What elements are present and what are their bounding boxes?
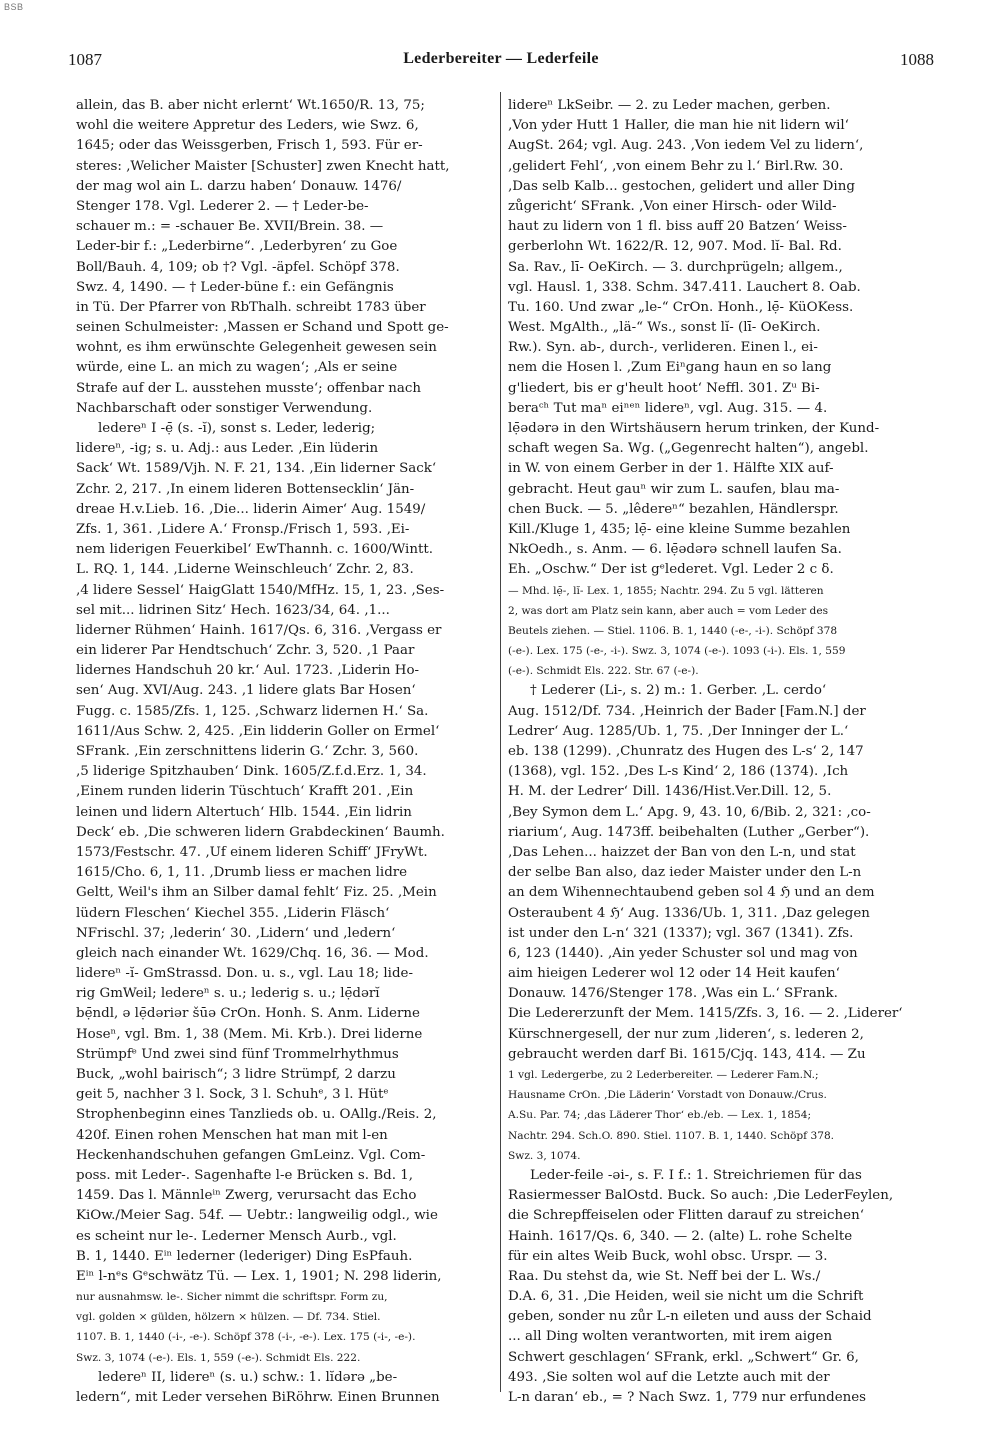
text-line: Osteraubent 4 ℌ‘ Aug. 1336/Ub. 1, 311. ‚Daz gelegen: [508, 905, 870, 921]
text-line: ledern“, mit Leder versehen BiRöhrw. Einen Brunnen: [76, 1390, 440, 1405]
text-line: — Mhd. lẹ̄-, lĭ- Lex. 1, 1855; Nachtr. 294. Zu 5 vgl. lätteren: [508, 584, 824, 597]
text-line: ‚4 lidere Sessel‘ HaigGlatt 1540/MfHz. 15, 1, 23. ‚Ses-: [76, 582, 445, 598]
text-line: haut zu lidern von 1 fl. biss auff 20 Batzen‘ Weiss-: [508, 219, 847, 235]
text-line: eb. 138 (1299). ‚Chunratz des Hugen des L-s‘ 2, 147: [508, 744, 864, 759]
text-line: Kürschnergesell, der nur zum ‚lideren‘, s. lederen 2,: [508, 1026, 864, 1042]
text-line: ledereⁿ I -ẹ̄ (s. -ĭ), sonst s. Leder, lederig;: [98, 421, 376, 436]
text-line: Strophenbeginn eines Tanzlieds ob. u. OAllg./Reis. 2,: [76, 1107, 437, 1123]
text-line: Kill./Kluge 1, 435; lẹ̄- eine kleine Summe bezahlen: [508, 521, 851, 537]
text-line: ... all Ding wolten verantworten, mit irem aigen: [508, 1329, 833, 1345]
text-line: Beutels ziehen. — Stiel. 1106. B. 1, 1440 (-e-, -i-). Schöpf 378: [508, 624, 838, 637]
text-line: es scheint nur le-. Lederner Mensch Aurb., vgl.: [76, 1228, 397, 1244]
text-line: ist under den L-n‘ 321 (1337); vgl. 367 (1341). Zfs.: [508, 925, 854, 941]
text-line: beraᶜʰ Tut maⁿ eiⁿᵉⁿ lidereⁿ, vgl. Aug. 315. — 4.: [508, 400, 828, 416]
text-line: Heckenhandschuhen gefangen GmLeinz. Vgl. Com-: [76, 1147, 426, 1163]
text-line: 1611/Aus Schw. 2, 425. ‚Ein lidderin Goller on Ermel‘: [76, 723, 440, 739]
text-line: Tu. 160. Und zwar „le-“ CrOn. Honh., lẹ̄- KüOKess.: [508, 299, 854, 315]
text-line: lidereⁿ LkSeibr. — 2. zu Leder machen, gerben.: [508, 98, 831, 113]
text-line: Eh. „Oschw.“ Der ist gᵉlederet. Vgl. Leder 2 c δ.: [508, 562, 834, 578]
text-line: nem die Hosen l. ‚Zum Eiⁿgang haun en so lang: [508, 360, 832, 376]
text-line: Aug. 1512/Df. 734. ‚Heinrich der Bader [Fam.N.] der: [508, 703, 866, 719]
text-line: B. 1, 1440. Eⁱⁿ lederner (lederiger) Ding EsPfauh.: [76, 1248, 413, 1264]
text-line: Hoseⁿ, vgl. Bm. 1, 38 (Mem. Mi. Krb.). Drei liderne: [76, 1026, 423, 1042]
text-line: Rw.). Syn. ab-, durch-, verlideren. Einen l., ei-: [508, 340, 818, 356]
text-line: würde, eine L. an mich zu wagen‘; ‚Als er seine: [76, 360, 398, 376]
text-line: Zchr. 2, 217. ‚In einem lideren Bottensecklin‘ Jän-: [76, 481, 415, 497]
text-line: Buck, „wohl bairisch“; 3 lidre Strümpf, 2 darzu: [76, 1067, 396, 1082]
text-line: riarium‘, Aug. 1473ff. beibehalten (Luther „Gerber“).: [508, 824, 870, 840]
text-line: der selbe Ban also, daz ieder Maister under den L-n: [508, 865, 862, 881]
text-line: lẹ̄ədərə in den Wirtshäusern herum trinken, der Kund-: [508, 421, 880, 436]
text-line: KiOw./Meier Sag. 54f. — Uebtr.: langweilig odgl., wie: [76, 1208, 438, 1224]
left-column: [76, 96, 500, 1408]
text-line: sel mit... lidrinen Sitz‘ Hech. 1623/34, 64. ‚1...: [76, 602, 390, 618]
text-line: 2, was dort am Platz sein kann, aber auch = vom Leder des: [508, 604, 829, 617]
text-line: ‚Einem runden liderin Tüschtuch‘ Krafft 201. ‚Ein: [76, 784, 414, 800]
text-line: Eⁱⁿ l-nᵉs Gᵉschwätz Tü. — Lex. 1, 1901; N. 298 liderin,: [76, 1268, 442, 1284]
text-line: allein, das B. aber nicht erlernt‘ Wt.1650/R. 13, 75;: [76, 98, 425, 113]
text-line: lüdern Fleschen‘ Kiechel 355. ‚Liderin Fläsch‘: [76, 905, 390, 921]
text-line: (-e-). Schmidt Els. 222. Str. 67 (-e-).: [508, 665, 699, 678]
text-line: in W. von einem Gerber in der 1. Hälfte XIX auf-: [508, 461, 834, 477]
text-line: geit 5, nachher 3 l. Sock, 3 l. Schuhᵉ, 3 l. Hütᵉ: [76, 1087, 389, 1103]
text-line: Swz. 4, 1490. — † Leder-büne f.: ein Gefängnis: [76, 279, 394, 295]
right-column: [508, 96, 932, 1408]
text-line: leinen und lidern Altertuch‘ Hlb. 1544. ‚Ein lidrin: [76, 804, 412, 820]
column-divider: [500, 92, 501, 1392]
text-line: seinen Schulmeister: ‚Massen er Schand und Spott ge-: [76, 320, 449, 336]
text-line: gebraucht werden darf Bi. 1615/Cjq. 143, 414. — Zu: [508, 1046, 866, 1062]
text-line: Strümpfᵉ Und zwei sind fünf Trommelrhythmus: [76, 1046, 399, 1062]
text-line: poss. mit Leder-. Sagenhafte l-e Brücken s. Bd. 1,: [76, 1167, 414, 1183]
text-line: 420f. Einen rohen Menschen hat man mit l-en: [76, 1127, 388, 1143]
library-stamp: BSB: [4, 2, 24, 12]
text-line: nem liderigen Feuerkibel‘ EwThannh. c. 1600/Wintt.: [76, 542, 433, 558]
text-line: Leder-feile -əi-, s. F. I f.: 1. Streichriemen für das: [530, 1167, 862, 1183]
text-line: 1645; oder das Weissgerben, Frisch 1, 593. Für er-: [76, 138, 423, 154]
text-line: D.A. 6, 31. ‚Die Heiden, weil sie nicht um die Schrift: [508, 1289, 864, 1305]
text-line: Ledrer‘ Aug. 1285/Ub. 1, 75. ‚Der Inninger der L.‘: [508, 723, 849, 739]
text-line: liderner Rühmen‘ Hainh. 1617/Qs. 6, 316. ‚Vergass er: [76, 622, 442, 638]
text-line: lidereⁿ -ĭ- GmStrassd. Don. u. s., vgl. Lau 18; lide-: [76, 966, 413, 982]
text-line: lidernes Handschuh 20 kr.‘ Aul. 1723. ‚Liderin Ho-: [76, 663, 420, 679]
text-line: g'liedert, bis er g'heult hoot‘ Neffl. 301. Zᵘ Bi-: [508, 380, 820, 396]
text-line: wohnt, es ihm erwünschte Gelegenheit gewesen sein: [76, 340, 437, 356]
text-line: vgl. golden × gülden, hölzern × hülzen. — Df. 734. Stiel.: [76, 1311, 381, 1324]
text-line: 6, 123 (1440). ‚Ain yeder Schuster sol und mag von: [508, 945, 858, 961]
text-line: sen‘ Aug. XVI/Aug. 243. ‚1 lidere glats Bar Hosen‘: [76, 683, 416, 699]
text-line: dreae H.v.Lieb. 16. ‚Die... liderin Aimer‘ Aug. 1549/: [76, 501, 426, 517]
page-header: [68, 50, 934, 74]
text-line: bẹ̄ndl, ə lẹ̄dəriər šūə CrOn. Honh. S. Anm. Liderne: [76, 1006, 420, 1022]
text-line: rig GmWeil; ledereⁿ s. u.; lederig s. u.; lẹ̄dərĭ: [76, 986, 380, 1002]
text-line: NFrischl. 37; ‚lederin‘ 30. ‚Lidern‘ und ‚ledern‘: [76, 925, 396, 941]
text-line: Nachtr. 294. Sch.O. 890. Stiel. 1107. B. 1, 1440. Schöpf 378.: [508, 1129, 835, 1142]
text-line: der mag wol ain L. darzu haben‘ Donauw. 1476/: [76, 178, 402, 194]
text-line: Swz. 3, 1074 (-e-). Els. 1, 559 (-e-). Schmidt Els. 222.: [76, 1351, 361, 1364]
text-line: SFrank. ‚Ein zerschnittens liderin G.‘ Zchr. 3, 560.: [76, 744, 419, 759]
text-line: NkOedh., s. Anm. — 6. lẹ̄ədərə schnell laufen Sa.: [508, 542, 842, 558]
text-line: L. RQ. 1, 144. ‚Liderne Weinschleuch‘ Zchr. 2, 83.: [76, 562, 414, 578]
text-line: für ein altes Weib Buck, wohl obsc. Urspr. — 3.: [508, 1248, 828, 1264]
text-line: 1107. B. 1, 1440 (-i-, -e-). Schöpf 378 (-i-, -e-). Lex. 175 (-i-, -e-).: [76, 1331, 416, 1344]
text-line: gerberlohn Wt. 1622/R. 12, 907. Mod. lĭ- Bal. Rd.: [508, 239, 842, 255]
text-line: Schwert geschlagen‘ SFrank, erkl. „Schwert“ Gr. 6,: [508, 1349, 859, 1365]
text-line: steres: ‚Welicher Maister [Schuster] zwen Knecht hatt,: [76, 158, 450, 174]
right-page-number: 1088: [900, 50, 934, 69]
text-line: zůgericht‘ SFrank. ‚Von einer Hirsch- oder Wild-: [508, 198, 837, 214]
text-line: West. MgAlth., „lä-“ Ws., sonst lĭ- (lī- OeKirch.: [508, 320, 821, 336]
text-line: geben, sonder nu zůr L-n eileten und auss der Schaid: [508, 1309, 872, 1325]
text-line: vgl. Hausl. 1, 338. Schm. 347.411. Lauchert 8. Oab.: [508, 279, 861, 295]
text-line: 493. ‚Sie solten wol auf die Letzte auch mit der: [508, 1369, 830, 1385]
text-line: Hausname CrOn. ‚Die Läderin‘ Vorstadt von Donauw./Crus.: [508, 1089, 827, 1102]
text-line: ein liderer Par Hendtschuch‘ Zchr. 3, 520. ‚1 Paar: [76, 643, 415, 659]
text-line: Hainh. 1617/Qs. 6, 340. — 2. (alte) L. rohe Schelte: [508, 1228, 853, 1244]
left-page-number: 1087: [68, 50, 102, 69]
text-line: Rasiermesser BalOstd. Buck. So auch: ‚Die LederFeylen,: [508, 1188, 894, 1204]
text-line: (1368), vgl. 152. ‚Des L-s Kind‘ 2, 186 (1374). ‚Ich: [508, 764, 849, 780]
text-line: Zfs. 1, 361. ‚Lidere A.‘ Fronsp./Frisch 1, 593. ‚Ei-: [76, 521, 410, 537]
text-line: Leder-bir f.: „Lederbirne“. ‚Lederbyren‘ zu Goe: [76, 239, 398, 255]
text-line: in Tü. Der Pfarrer von RbThalh. schreibt 1783 über: [76, 299, 426, 315]
text-line: ‚5 liderige Spitzhauben‘ Dink. 1605/Z.f.d.Erz. 1, 34.: [76, 764, 427, 780]
text-line: wohl die weitere Appretur des Leders, wie Swz. 6,: [76, 118, 419, 134]
text-line: L-n daran‘ eb., = ? Nach Swz. 1, 779 nur erfundenes: [508, 1390, 867, 1405]
text-line: 1 vgl. Ledergerbe, zu 2 Lederbereiter. — Lederer Fam.N.;: [508, 1069, 819, 1081]
text-line: Sa. Rav., lī- OeKirch. — 3. durchprügeln; allgem.,: [508, 259, 843, 275]
text-line: † Lederer (Li-, s. 2) m.: 1. Gerber. ‚L. cerdo‘: [530, 683, 827, 699]
text-line: ‚Bey Symon dem L.‘ Apg. 9, 43. 10, 6/Bib. 2, 321: ‚co-: [508, 804, 871, 820]
text-line: 1615/Cho. 6, 1, 11. ‚Drumb liess er machen lidre: [76, 865, 408, 881]
text-line: A.Su. Par. 74; ‚das Läderer Thor‘ eb./eb. — Lex. 1, 1854;: [508, 1109, 812, 1122]
text-line: Geltt, Weil's ihm an Silber damal fehlt‘ Fiz. 25. ‚Mein: [76, 885, 437, 901]
text-line: chen Buck. — 5. „lêdereⁿ“ bezahlen, Händlerspr.: [508, 501, 839, 517]
text-line: Deck‘ eb. ‚Die schweren lidern Grabdeckinen‘ Baumh.: [76, 824, 445, 840]
text-line: H. M. der Ledrer‘ Dill. 1436/Hist.Ver.Dill. 12, 5.: [508, 784, 832, 800]
text-line: AugSt. 264; vgl. Aug. 243. ‚Von iedem Vel zu lidern‘,: [508, 138, 864, 154]
text-line: schaft wegen Sa. Wg. („Gegenrecht halten“), angebl.: [508, 441, 869, 457]
text-line: Nachbarschaft oder sonstiger Verwendung.: [76, 400, 373, 416]
text-line: ‚gelidert Fehl‘, ‚von einem Behr zu l.‘ Birl.Rw. 30.: [508, 158, 844, 174]
text-line: gebracht. Heut gauⁿ wir zum L. saufen, blau ma-: [508, 481, 840, 497]
text-line: Fugg. c. 1585/Zfs. 1, 125. ‚Schwarz lidernen H.‘ Sa.: [76, 703, 429, 719]
text-line: Strafe auf der L. ausstehen musste‘; offenbar nach: [76, 380, 422, 396]
text-line: Donauw. 1476/Stenger 178. ‚Was ein L.‘ SFrank.: [508, 986, 838, 1002]
text-line: ‚Das Lehen... haizzet der Ban von den L-n, und stat: [508, 844, 856, 860]
text-line: ‚Das selb Kalb... gestochen, gelidert und aller Ding: [508, 178, 855, 194]
text-line: Raa. Du stehst da, wie St. Neff bei der L. Ws./: [508, 1268, 821, 1284]
text-line: Stenger 178. Vgl. Lederer 2. — † Leder-be-: [76, 198, 369, 214]
text-line: (-e-). Lex. 175 (-e-, -i-). Swz. 3, 1074 (-e-). 1093 (-i-). Els. 1, 559: [508, 645, 846, 658]
text-line: Swz. 3, 1074.: [508, 1149, 581, 1162]
text-line: die Schrepffeiselen oder Flitten darauf zu streichen‘: [508, 1208, 864, 1224]
text-line: Sack‘ Wt. 1589/Vjh. N. F. 21, 134. ‚Ein liderner Sack‘: [76, 461, 437, 477]
text-line: gleich nach einander Wt. 1629/Chq. 16, 36. — Mod.: [76, 945, 429, 961]
text-line: schauer m.: = -schauer Be. XVII/Brein. 38. —: [76, 219, 384, 235]
text-line: Boll/Bauh. 4, 109; ob †? Vgl. -äpfel. Schöpf 378.: [76, 259, 400, 275]
text-line: an dem Wihennechtaubend geben sol 4 ℌ und an dem: [508, 885, 875, 901]
text-line: 1573/Festschr. 47. ‚Uf einem lideren Schiff‘ JFryWt.: [76, 844, 428, 860]
running-title: Lederbereiter — Lederfeile: [403, 50, 599, 67]
text-line: lidereⁿ, -ig; s. u. Adj.: aus Leder. ‚Ein lüderin: [76, 441, 379, 457]
text-line: 1459. Das l. Männleⁱⁿ Zwerg, verursacht das Echo: [76, 1188, 417, 1204]
text-line: ledereⁿ II, lidereⁿ (s. u.) schw.: 1. lĭdərə „be-: [98, 1369, 398, 1385]
text-line: aim hieigen Lederer wol 12 oder 14 Heit kaufen‘: [508, 966, 840, 982]
text-line: ‚Von yder Hutt 1 Haller, die man hie nit lidern wil‘: [508, 118, 849, 134]
text-line: nur ausnahmsw. le-. Sicher nimmt die schriftspr. Form zu,: [76, 1291, 388, 1304]
text-line: Die Ledererzunft der Mem. 1415/Zfs. 3, 16. — 2. ‚Liderer‘: [508, 1006, 903, 1022]
